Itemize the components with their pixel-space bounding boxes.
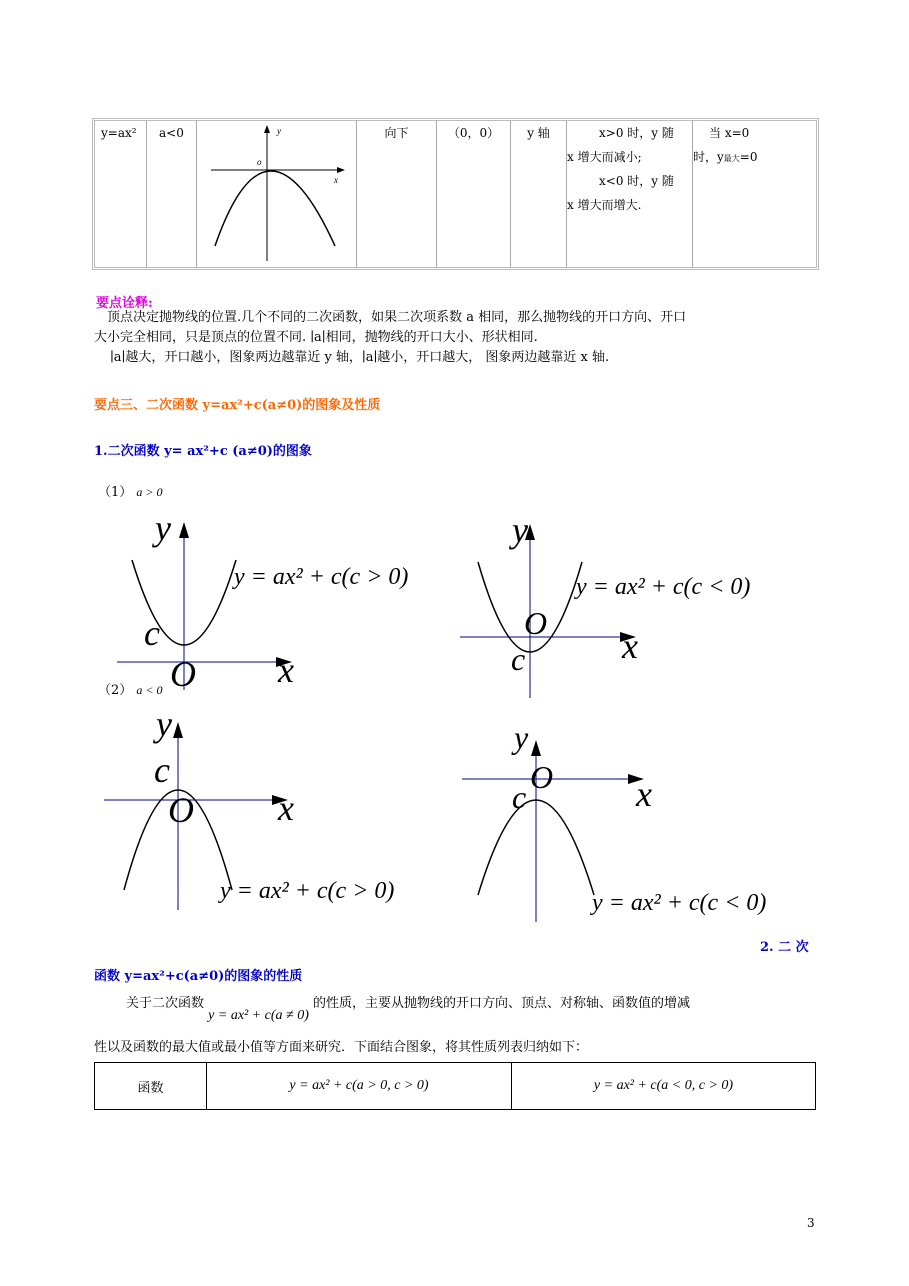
mono-line-1: x>0 时，y 随	[599, 126, 674, 140]
vertex-text: （0，0）	[447, 126, 500, 140]
g4-origin-label: O	[530, 759, 554, 795]
condition-text: a<0	[159, 126, 184, 140]
graph-a-pos-c-pos	[117, 508, 408, 694]
notes-heading: 要点诠释:	[96, 296, 153, 311]
section2-p1-math: y = ax² + c(a ≠ 0)	[208, 1008, 309, 1023]
svg-text:y: y	[277, 126, 281, 136]
g2-origin-label: O	[524, 605, 548, 641]
notes-paragraph-2: 大小完全相同，只是顶点的位置不同. ∣a∣相同，抛物线的开口大小、形状相同.	[94, 330, 538, 345]
direction-text: 向下	[384, 126, 409, 140]
g3-x-label: x	[278, 788, 294, 828]
col-case2-text: y = ax² + c(a < 0, c > 0)	[593, 1078, 734, 1093]
col-function-text: 函数	[137, 1080, 164, 1096]
g4-equation: y = ax² + c(c < 0)	[592, 890, 767, 916]
svg-text:x: x	[334, 175, 338, 185]
section2-p1-start: 关于二次函数	[126, 996, 205, 1011]
svg-text:o: o	[257, 157, 262, 167]
col-case1-text: y = ax² + c(a > 0, c > 0)	[289, 1078, 429, 1093]
g4-c-label: c	[512, 779, 527, 815]
g3-c-label: c	[154, 750, 170, 790]
function-text: y=ax²	[101, 126, 137, 140]
g4-y-label: y	[514, 719, 529, 755]
g2-c-label: c	[511, 641, 526, 677]
mono-line-3: x<0 时，y 随	[599, 174, 674, 188]
mono-line-2: x 增大而减小;	[567, 150, 642, 164]
extreme-line-1: 当 x=0	[709, 126, 750, 140]
graph-a-pos-c-neg	[460, 510, 750, 698]
section2-paragraph-1	[126, 994, 691, 1023]
notes-paragraph-3: ∣a∣越大，开口越小，图象两边越靠近 y 轴，∣a∣越小，开口越大， 图象两边越靠近 x 轴.	[110, 350, 610, 365]
section3-title: 要点三、二次函数 y=ax²+c(a≠0)的图象及性质	[94, 398, 381, 413]
g1-origin-label: O	[170, 654, 196, 694]
extreme-line-2: 时，y	[693, 150, 724, 164]
g4-x-label: x	[636, 774, 652, 814]
g2-equation: y = ax² + c(c < 0)	[576, 574, 751, 600]
g2-y-label: y	[512, 510, 528, 550]
g1-y-label: y	[155, 508, 171, 548]
extreme-val: =0	[739, 150, 758, 164]
col-case-c-pos-neg-a	[512, 1063, 815, 1109]
section2-p1-end: 的性质，主要从抛物线的开口方向、顶点、对称轴、函数值的增减	[313, 996, 691, 1011]
property-table-bottom	[94, 1062, 816, 1110]
notes-paragraph-1: 顶点决定抛物线的位置.几个不同的二次函数，如果二次项系数 a 相同，那么抛物线的开口方向、开口	[107, 310, 687, 325]
section2-title: 函数 y=ax²+c(a≠0)的图象的性质	[94, 969, 303, 984]
extreme-sub: 最大	[723, 154, 740, 163]
axis-text: y 轴	[527, 126, 550, 140]
case1-condition: a > 0	[136, 485, 163, 499]
g2-x-label: x	[622, 626, 638, 666]
graph-a-neg-c-pos	[104, 704, 394, 910]
section2-paragraph-2: 性以及函数的最大值或最小值等方面来研究．下面结合图象，将其性质列表归纳如下：	[94, 1040, 589, 1055]
case1-number: （1）	[98, 485, 133, 500]
g3-equation: y = ax² + c(c > 0)	[220, 878, 395, 904]
g3-y-label: y	[156, 704, 172, 744]
mono-line-4: x 增大而增大.	[567, 198, 642, 212]
case2-condition: a < 0	[136, 683, 163, 697]
section3-subtitle: 1.二次函数 y= ax²+c (a≠0)的图象	[94, 444, 312, 459]
page-number: 3	[807, 1216, 815, 1230]
col-case-c-pos	[207, 1063, 512, 1109]
g1-c-label: c	[144, 613, 160, 653]
g1-x-label: x	[278, 650, 294, 690]
section2-tail: 2. 二 次	[760, 940, 809, 955]
g3-origin-label: O	[168, 790, 194, 830]
case2-number: （2）	[98, 683, 133, 698]
g1-equation: y = ax² + c(c > 0)	[234, 564, 409, 590]
col-function-header	[95, 1063, 207, 1109]
graph-a-neg-c-neg	[462, 719, 766, 922]
